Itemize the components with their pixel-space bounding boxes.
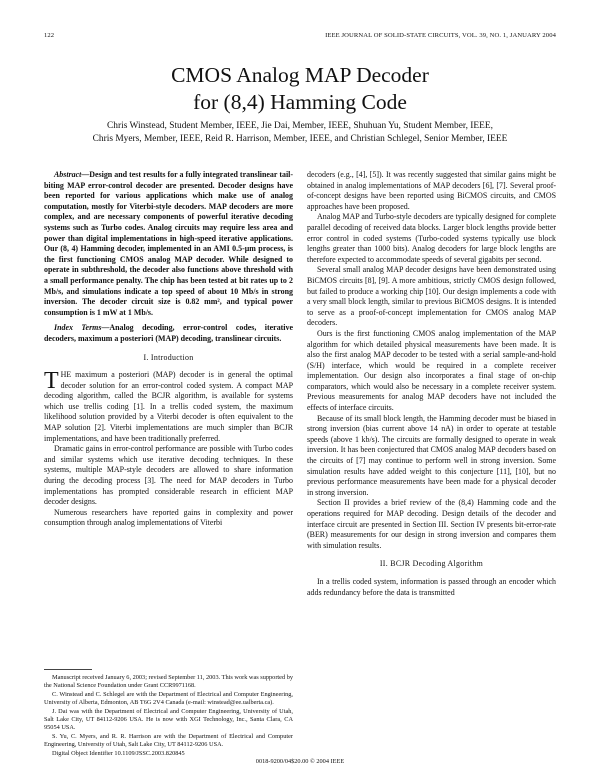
abstract-text: —Design and test results for a fully integrated translinear tail-biting MAP error-control decoder are presented. Decoder designs have been reported for various applications which make use of analog computation, mostly for Viterbi-style decoders. MAP decoders are more complex, and are necessary components of powerful iterative decoding systems such as Turbo codes. Analog circuits may require less area and power than digital implementations in high-speed iterative applications. Our (8, 4) Hamming decoder, implemented in an AMI 0.5-μm process, is the first functioning CMOS analog MAP decoder. While designed to operate in subthreshold, the decoder also functions above threshold with a small performance penalty. The chip has been tested at bit rates up to 2 Mb/s, and simulations indicate a top speed of about 10 Mb/s in strong inversion. The decoder circuit size is 0.82 mm², and typical power consumption is 1 mW at 1 Mb/s.	[44, 170, 293, 317]
section-heading-introduction: I. Introduction	[143, 352, 194, 362]
footnote-affiliation-3: S. Yu, C. Myers, and R. R. Harrison are with the Department of Electrical and Computer Engineering, University of Utah, Salt Lake City, UT 84112-9206 USA.	[44, 732, 293, 749]
right-paragraph-3: Several small analog MAP decoder designs have been demonstrated using BiCMOS circuits [8], [9]. A more ambitious, strictly CMOS design followed, but failed to produce a working chip [10]. Our design implements a code with a very small block length, similar to previous BiCMOS designs. It is intended to serve as a proof-of-concept implementation for CMOS analog MAP decoders.	[307, 265, 556, 328]
intro-paragraph-3: Numerous researchers have reported gains in complexity and power consumption through analog implementations of Viterbi	[44, 507, 293, 528]
copyright-footer: 0018-9200/04$20.00 © 2004 IEEE	[255, 758, 345, 765]
intro-paragraph-1	[44, 370, 293, 444]
drop-cap: T	[44, 368, 59, 395]
footnote-rule	[44, 669, 92, 670]
author-list	[60, 120, 540, 145]
index-terms-text: —Analog decoding, error-control codes, iterative decoders, maximum a posteriori (MAP) decoding, translinear circuits.	[44, 323, 293, 343]
intro-paragraph-2: Dramatic gains in error-control performance are possible with Turbo codes and similar systems which use iterative decoding techniques. In these systems, multiple MAP-style decoders are allowed to share information during the decoding process [3]. The need for MAP decoders in Turbo implementations has prompted considerable research in efficient MAP decoder designs.	[44, 444, 293, 507]
title-line-1: CMOS Analog MAP Decoder	[171, 63, 429, 87]
authors-line-2: Chris Myers, Member, IEEE, Reid R. Harrison, Member, IEEE, and Christian Schlegel, Senior Member, IEEE	[92, 133, 508, 144]
right-paragraph-1: decoders (e.g., [4], [5]). It was recently suggested that similar gains might be obtained in analog implementations of MAP decoders [6], [7]. Several proof-of-concept designs have been reported using BiCMOS circuits, and CMOS approaches have been proposed.	[307, 170, 556, 211]
footnote-manuscript: Manuscript received January 6, 2003; revised September 11, 2003. This work was supported by the National Science Foundation under Grant CCR9971168.	[44, 674, 293, 690]
footnote-affiliation-1: C. Winstead and C. Schlegel are with the Department of Electrical and Computer Engineering, University of Alberta, Edmonton, AB T6G 2V4 Canada (e-mail: winstead@ee.ualberta.ca).	[44, 690, 293, 707]
right-paragraph-7: In a trellis coded system, information is passed through an encoder which adds redundancy before the data is transmitted	[307, 576, 556, 597]
right-paragraph-2: Analog MAP and Turbo-style decoders are typically designed for complete parallel decoding of received data blocks. Larger block lengths provide better error control in coded systems (Turbo-coded systems typically use block lengths greater than 1000 bits). Analog decoders for large block lengths are therefore expected to accommodate speeds of several gigabits per second.	[307, 212, 556, 264]
title-line-2: for (8,4) Hamming Code	[193, 90, 407, 114]
page-number: 122	[44, 32, 55, 39]
right-column	[307, 170, 556, 598]
abstract	[44, 170, 293, 318]
footnote-doi: Digital Object Identifier 10.1109/JSSC.2003.820845	[52, 749, 185, 757]
footnotes	[44, 674, 293, 758]
abstract-label: Abstract	[54, 170, 82, 179]
authors-line-1: Chris Winstead, Student Member, IEEE, Jie Dai, Member, IEEE, Shuhuan Yu, Student Member, IEEE,	[107, 121, 493, 131]
running-header: IEEE JOURNAL OF SOLID-STATE CIRCUITS, VOL. 39, NO. 1, JANUARY 2004	[325, 32, 556, 39]
right-paragraph-4: Ours is the first functioning CMOS analog implementation of the MAP algorithm for which detailed physical measurements have been made. It is also the first analog MAP decoder to be tested with a serial sample-and-hold (S/H) interface, which would be required in a complete receiver implementation. Our design also incorporates a final stage of on-chip comparators, which would also be necessary in a complete receiver system. Previous measurements for analog MAP decoders have not included the effects of interface circuits.	[307, 328, 556, 413]
intro-paragraph-1-text: HE maximum a posteriori (MAP) decoder is in general the optimal decoder solution for an error-control coded system. A compact MAP decoding algorithm, called the BCJR algorithm, is available for systems which use trellis coding [1]. In a trellis coded system, the maximum likelihood solution provided by a Viterbi decoder is often equivalent to the MAP solution [2]. Viterbi implementations are much simpler than BCJR implementations, and have been traditionally preferred.	[44, 370, 293, 443]
right-paragraph-5: Because of its small block length, the Hamming decoder must be biased in strong inversion (bias current above 14 nA) in order to operate at testable speeds (above 1 kb/s). The circuits are formally designed to operate in weak inversion. It has been conjectured that CMOS analog MAP decoders based on the circuits of [7] may continue to perform well in strong inversion. Some simulation results have added weight to this conjecture [11], [10], but no previous performance measurements have been made for a physical decoder in strong inversion.	[307, 413, 556, 497]
index-terms-label: Index Terms	[54, 323, 102, 333]
left-column	[44, 170, 293, 529]
right-paragraph-6: Section II provides a brief review of the (8,4) Hamming code and the operations required for MAP decoding. Design details of the decoder and interface circuit are presented in Section III. Section IV presents bit-error-rate (BER) measurements for our design in strong inversion and compares them with simulation results.	[307, 498, 556, 550]
footnote-affiliation-2: J. Dai was with the Department of Electrical and Computer Engineering, University of Utah, Salt Lake City, UT 84112-9206 USA. He is now with XGI Technology, Inc., Santa Clara, CA 95054 USA.	[44, 707, 293, 732]
section-heading-bcjr: II. BCJR Decoding Algorithm	[379, 559, 484, 569]
paper-title	[0, 62, 600, 116]
index-terms	[44, 323, 293, 344]
